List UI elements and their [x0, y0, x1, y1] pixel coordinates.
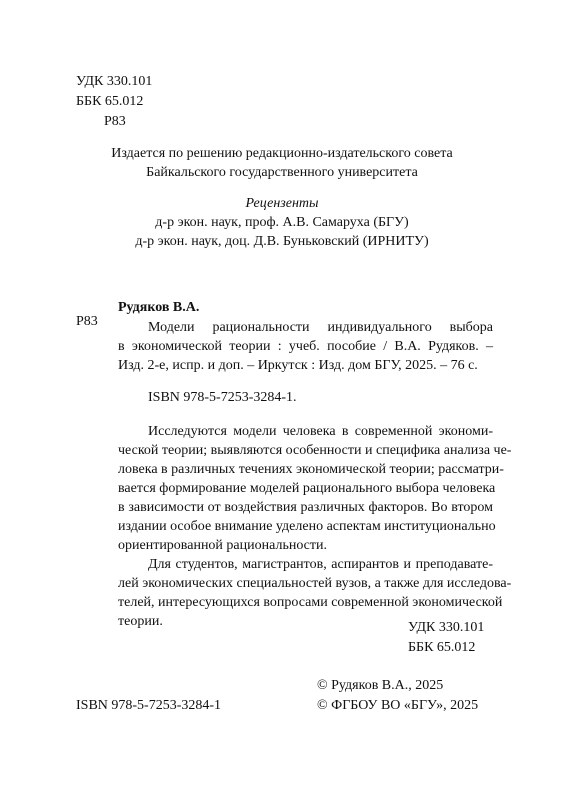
- abstract-p2-line-1: Для студентов, магистрантов, аспирантов и преподавате-: [148, 557, 493, 572]
- publisher-note: [0, 144, 564, 182]
- bib-isbn: ISBN 978-5-7253-3284-1.: [148, 390, 297, 405]
- bib-line-1: Модели рациональности индивидуального выбора: [148, 320, 493, 335]
- abstract-p1-line-5: в зависимости от воздействия различных факторов. Во втором: [118, 500, 493, 515]
- bib-author: Рудяков В.А.: [118, 300, 200, 315]
- bbk-code-bottom: ББК 65.012: [408, 640, 476, 655]
- reviewers-block: [0, 194, 564, 251]
- bib-line-3: Изд. 2-е, испр. и доп. – Иркутск : Изд. дом БГУ, 2025. – 76 с.: [118, 358, 478, 373]
- abstract-paragraph-1: [118, 422, 512, 555]
- udk-code-bottom: УДК 330.101: [408, 620, 485, 635]
- abstract-p1-line-1: Исследуются модели человека в современной экономи-: [148, 424, 493, 439]
- abstract-p1-line-4: вается формирование моделей рационального выбора человека: [118, 481, 496, 496]
- publisher-note-line-1: Издается по решению редакционно-издательского совета: [111, 146, 453, 161]
- abstract-p1-line-7: ориентированной рациональности.: [118, 538, 327, 553]
- copyright-author: © Рудяков В.А., 2025: [317, 678, 444, 693]
- publisher-note-line-2: Байкальского государственного университета: [146, 165, 418, 180]
- reviewers-heading: Рецензенты: [245, 196, 319, 211]
- abstract-p1-line-3: ловека в различных течениях экономической теории; рассматри-: [118, 462, 504, 477]
- abstract-p2-line-2: лей экономических специальностей вузов, а также для исследова-: [118, 576, 512, 591]
- abstract-p2-line-4: теории.: [118, 614, 163, 629]
- bib-author-mark: Р83: [76, 314, 98, 329]
- reviewer-1: д-р экон. наук, проф. А.В. Самаруха (БГУ): [155, 215, 409, 230]
- isbn-bottom: ISBN 978-5-7253-3284-1: [76, 698, 222, 713]
- udk-code-top: УДК 330.101: [76, 74, 153, 89]
- bib-description: [118, 318, 493, 375]
- bib-line-2: в экономической теории : учеб. пособие / В.А. Рудяков. –: [118, 339, 493, 354]
- reviewer-2: д-р экон. наук, доц. Д.В. Буньковский (ИРНИТУ): [135, 234, 429, 249]
- abstract-p1-line-6: издании особое внимание уделено аспектам институционально: [118, 519, 496, 534]
- abstract-p2-line-3: телей, интересующихся вопросами современной экономической: [118, 595, 503, 610]
- bbk-code-top: ББК 65.012: [76, 94, 144, 109]
- copyright-publisher: © ФГБОУ ВО «БГУ», 2025: [317, 698, 479, 713]
- abstract-p1-line-2: ческой теории; выявляются особенности и специфика анализа че-: [118, 443, 512, 458]
- author-mark-top: Р83: [104, 114, 126, 129]
